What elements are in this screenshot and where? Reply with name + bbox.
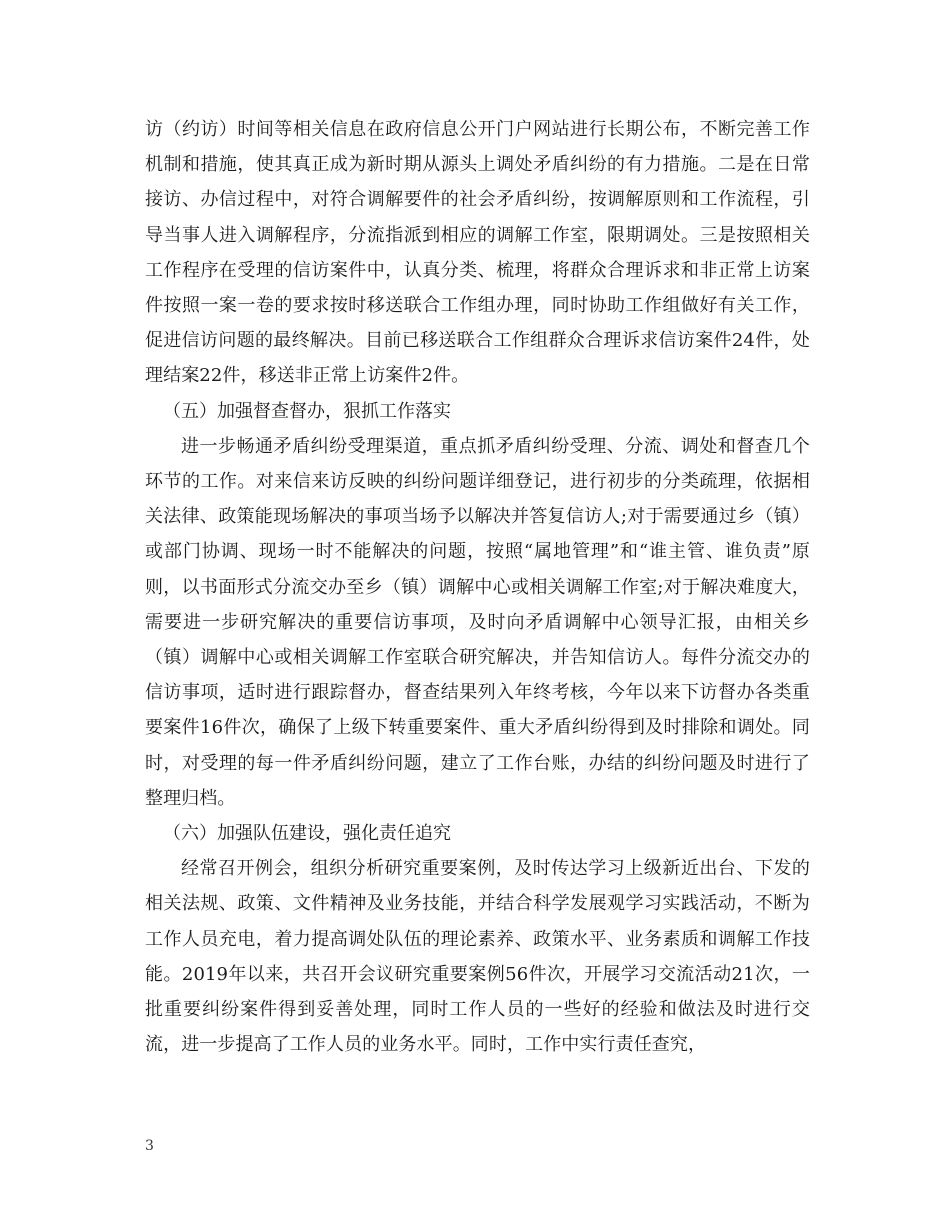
section-heading-6: （六）加强队伍建设，强化责任追究	[163, 823, 451, 845]
section-heading-5: （五）加强督查督办，狠抓工作落实	[163, 400, 451, 422]
page-number: 3	[145, 1138, 154, 1154]
paragraph-supervision: 进一步畅通矛盾纠纷受理渠道，重点抓矛盾纠纷受理、分流、调处和督查几个环节的工作。对来信来访反映的纠纷问题详细登记，进行初步的分类疏理，依据相关法律、政策能现场解决的事项当场予以解决并答复信访人;对于需要通过乡（镇）或部门协调、现场一时不能解决的问题，按照“属地管理”和“谁主管、谁负责”原则，以书面形式分流交办至乡（镇）调解中心或相关调解工作室;对于解决难度大，需要进一步研究解决的重要信访事项，及时向矛盾调解中心领导汇报，由相关乡（镇）调解中心或相关调解工作室联合研究解决，并告知信访人。每件分流交办的信访事项，适时进行跟踪督办，督查结果列入年终考核，今年以来下访督办各类重要案件16件次，确保了上级下转重要案件、重大矛盾纠纷得到及时排除和调处。同时，对受理的每一件矛盾纠纷问题，建立了工作台账，办结的纠纷问题及时进行了整理归档。	[145, 435, 810, 809]
document-body	[145, 112, 810, 1062]
paragraph-continued: 访（约访）时间等相关信息在政府信息公开门户网站进行长期公布，不断完善工作机制和措施，使其真正成为新时期从源头上调处矛盾纠纷的有力措施。二是在日常接访、办信过程中，对符合调解要件的社会矛盾纠纷，按调解原则和工作流程，引导当事人进入调解程序，分流指派到相应的调解工作室，限期调处。三是按照相关工作程序在受理的信访案件中，认真分类、梳理，将群众合理诉求和非正常上访案件按照一案一卷的要求按时移送联合工作组办理，同时协助工作组做好有关工作，促进信访问题的最终解决。目前已移送联合工作组群众合理诉求信访案件24件，处理结案22件，移送非正常上访案件2件。	[145, 119, 810, 387]
paragraph-team-building: 经常召开例会，组织分析研究重要案例，及时传达学习上级新近出台、下发的相关法规、政策、文件精神及业务技能，并结合科学发展观学习实践活动，不断为工作人员充电，着力提高调处队伍的理论素养、政策水平、业务素质和调解工作技能。2019年以来，共召开会议研究重要案例56件次，开展学习交流活动21次，一批重要纠纷案件得到妥善处理，同时工作人员的一些好的经验和做法及时进行交流，进一步提高了工作人员的业务水平。同时，工作中实行责任查究，	[145, 858, 810, 1056]
